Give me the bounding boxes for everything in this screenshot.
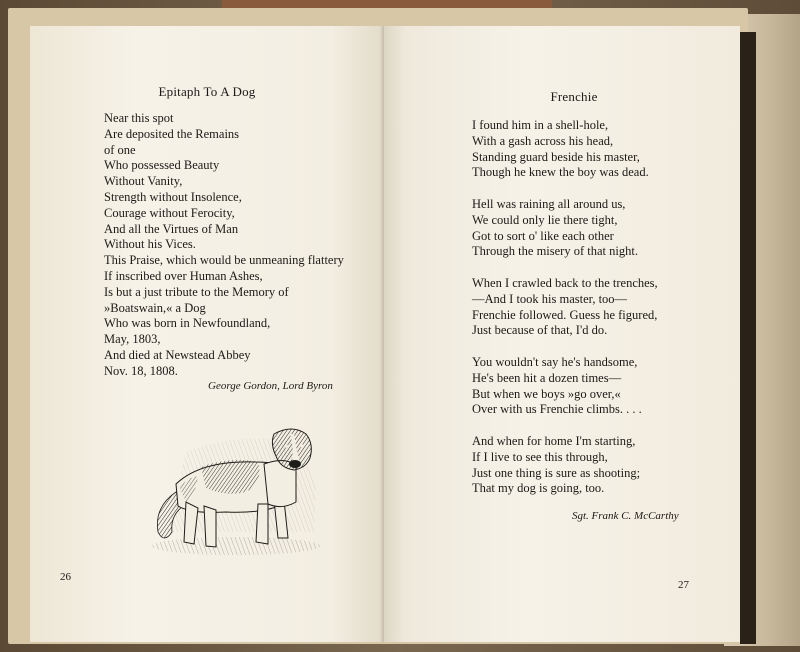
poem-line: Though he knew the boy was dead. (472, 165, 649, 180)
poem-line: —And I took his master, too— (472, 291, 628, 306)
poem-line: Over with us Frenchie climbs. . . . (472, 402, 642, 417)
poem-line: That my dog is going, too. (472, 481, 605, 496)
poem-line: Hell was raining all around us, (472, 196, 626, 211)
poem-line: Frenchie followed. Guess he figured, (472, 307, 658, 322)
poem-line: Just because of that, I'd do. (472, 323, 608, 338)
poem-line: »Boatswain,« a Dog (104, 300, 206, 315)
left-page (30, 26, 384, 642)
poem-line: Nov. 18, 1808. (104, 363, 178, 378)
poem-line: Just one thing is sure as shooting; (472, 465, 641, 480)
stanza-break (472, 260, 658, 276)
poem-line: You wouldn't say he's handsome, (472, 354, 638, 369)
poem-line: When I crawled back to the trenches, (472, 275, 658, 290)
left-attribution: George Gordon, Lord Byron (208, 380, 333, 392)
poem-line: Who was born in Newfoundland, (104, 316, 271, 331)
poem-line: If I live to see this through, (472, 449, 608, 464)
poem-line: Are deposited the Remains (104, 126, 240, 141)
poem-line: Courage without Ferocity, (104, 205, 235, 220)
poem-line: Strength without Insolence, (104, 189, 242, 204)
poem-line: Standing guard beside his master, (472, 149, 640, 164)
poem-line: Near this spot (104, 111, 174, 125)
poem-line: And when for home I'm starting, (472, 433, 636, 448)
stanza-break (472, 418, 658, 434)
poem-line: of one (104, 142, 136, 157)
poem-line: I found him in a shell-hole, (472, 118, 609, 132)
poem-line: Without Vanity, (104, 174, 183, 189)
poem-line: We could only lie there tight, (472, 212, 618, 227)
poem-line: Who possessed Beauty (104, 158, 220, 173)
poem-line: With a gash across his head, (472, 133, 614, 148)
left-page-number: 26 (60, 571, 71, 583)
poem-line: But when we boys »go over,« (472, 386, 621, 401)
right-poem-title: Frenchie (550, 89, 598, 104)
poem-line: Is but a just tribute to the Memory of (104, 284, 289, 299)
right-page-number: 27 (678, 579, 689, 591)
poem-line: And all the Virtues of Man (104, 221, 239, 236)
right-page (384, 26, 740, 642)
open-book (8, 8, 748, 644)
right-poem-body (472, 118, 658, 497)
right-attribution: Sgt. Frank C. McCarthy (572, 510, 679, 522)
poem-line: If inscribed over Human Ashes, (104, 268, 263, 283)
left-poem-body (104, 111, 344, 380)
poem-line: Got to sort o' like each other (472, 228, 614, 243)
book-edge (740, 32, 756, 644)
stanza-break (472, 339, 658, 355)
stanza-break (472, 181, 658, 197)
poem-line: And died at Newstead Abbey (104, 347, 251, 362)
poem-line: Through the misery of that night. (472, 244, 638, 259)
poem-line: May, 1803, (104, 332, 161, 347)
poem-line: This Praise, which would be unmeaning flattery (104, 253, 344, 268)
newfoundland-dog-icon (146, 422, 322, 558)
poem-line: Without his Vices. (104, 237, 196, 252)
poem-line: He's been hit a dozen times— (472, 370, 622, 385)
dog-illustration (146, 422, 322, 558)
left-poem-title: Epitaph To A Dog (158, 84, 256, 99)
